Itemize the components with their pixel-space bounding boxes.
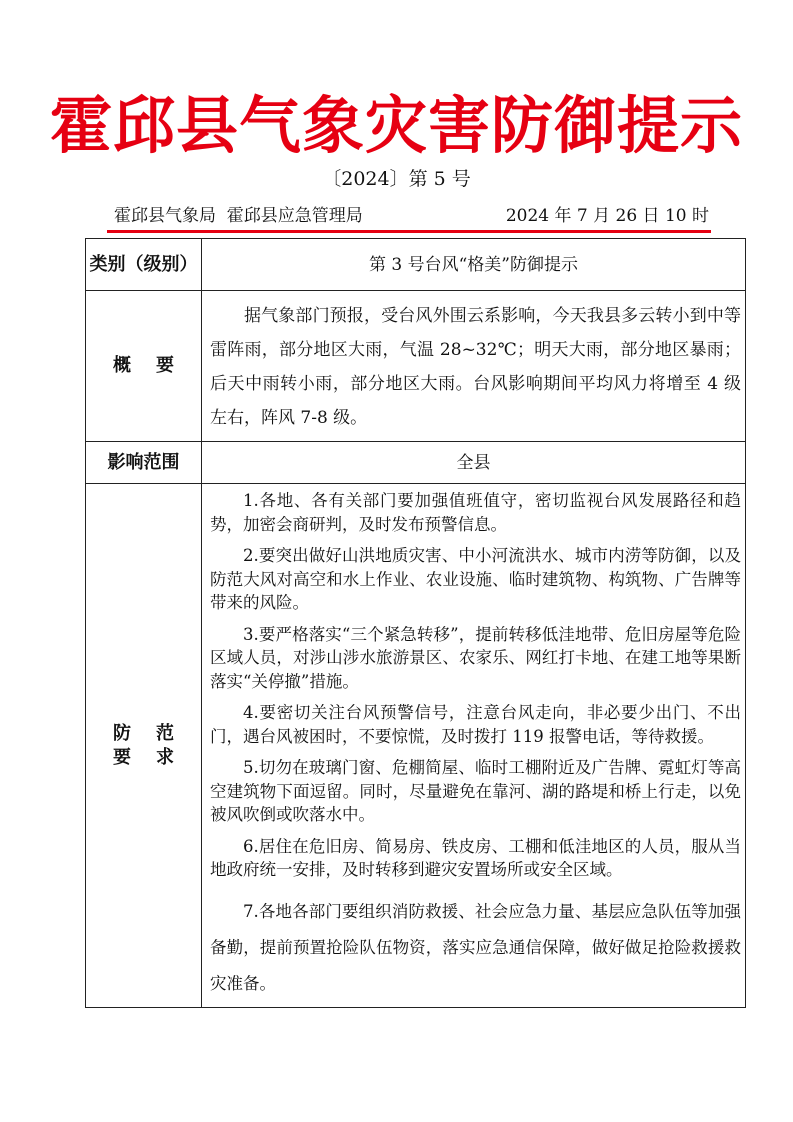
requirement-item: 5.切勿在玻璃门窗、危棚简屋、临时工棚附近及广告牌、霓虹灯等高空建筑物下面逗留。同时，尽量避免在靠河、湖的路堤和桥上行走，以免被风吹倒或吹落水中。: [210, 758, 741, 825]
category-value: 第 3 号台风“格美”防御提示: [202, 239, 746, 291]
requirements-label-line2: 要 求: [112, 746, 175, 768]
table-row: [86, 484, 746, 1008]
table-row: [86, 291, 746, 442]
requirements-label-line1: 防 范: [112, 722, 175, 744]
table-row: [86, 442, 746, 484]
scope-value: 全县: [202, 442, 746, 484]
issue-number: 〔2024〕第 5 号: [322, 168, 471, 190]
requirement-item: 4.要密切关注台风预警信号，注意台风走向，非必要少出门、不出门，遇台风被困时，不要惊慌，及时拨打 119 报警电话，等待救援。: [210, 703, 741, 746]
summary-text: 据气象部门预报，受台风外围云系影响，今天我县多云转小到中等雷阵雨，部分地区大雨，气温 28~32℃；明天大雨，部分地区暴雨；后天中雨转小雨，部分地区大雨。台风影响期间平均风力将增至 4 级左右，阵风 7-8 级。: [210, 306, 741, 428]
requirement-item: 7.各地各部门要组织消防救援、社会应急力量、基层应急队伍等加强备勤，提前预置抢险队伍物资，落实应急通信保障，做好做足抢险救援救灾准备。: [210, 901, 741, 993]
info-table: [85, 238, 746, 1008]
table-row: [86, 239, 746, 291]
requirement-item: 1.各地、各有关部门要加强值班值守，密切监视台风发展路径和趋势，加密会商研判，及时发布预警信息。: [210, 491, 741, 534]
category-label: 类别（级别）: [86, 239, 202, 291]
requirement-item: 2.要突出做好山洪地质灾害、中小河流洪水、城市内涝等防御，以及防范大风对高空和水上作业、农业设施、临时建筑物、构筑物、广告牌等带来的风险。: [210, 546, 741, 613]
requirements-label: [86, 484, 202, 1008]
scope-label: 影响范围: [86, 442, 202, 484]
document-title: 霍邱县气象灾害防御提示: [49, 89, 743, 162]
requirement-item: 6.居住在危旧房、简易房、铁皮房、工棚和低洼地区的人员，服从当地政府统一安排，及时转移到避灾安置场所或安全区域。: [210, 836, 741, 880]
requirement-item: 3.要严格落实“三个紧急转移”，提前转移低洼地带、危旧房屋等危险区域人员，对涉山涉水旅游景区、农家乐、网红打卡地、在建工地等果断落实“关停撤”措施。: [210, 624, 741, 691]
issue-datetime: 2024 年 7 月 26 日 10 时: [505, 206, 709, 226]
summary-cell: [202, 291, 746, 442]
red-header-rule: [107, 230, 711, 233]
requirements-cell: [202, 484, 746, 1008]
issuing-agencies: 霍邱县气象局 霍邱县应急管理局: [114, 206, 363, 226]
summary-label: 概 要: [86, 291, 202, 442]
